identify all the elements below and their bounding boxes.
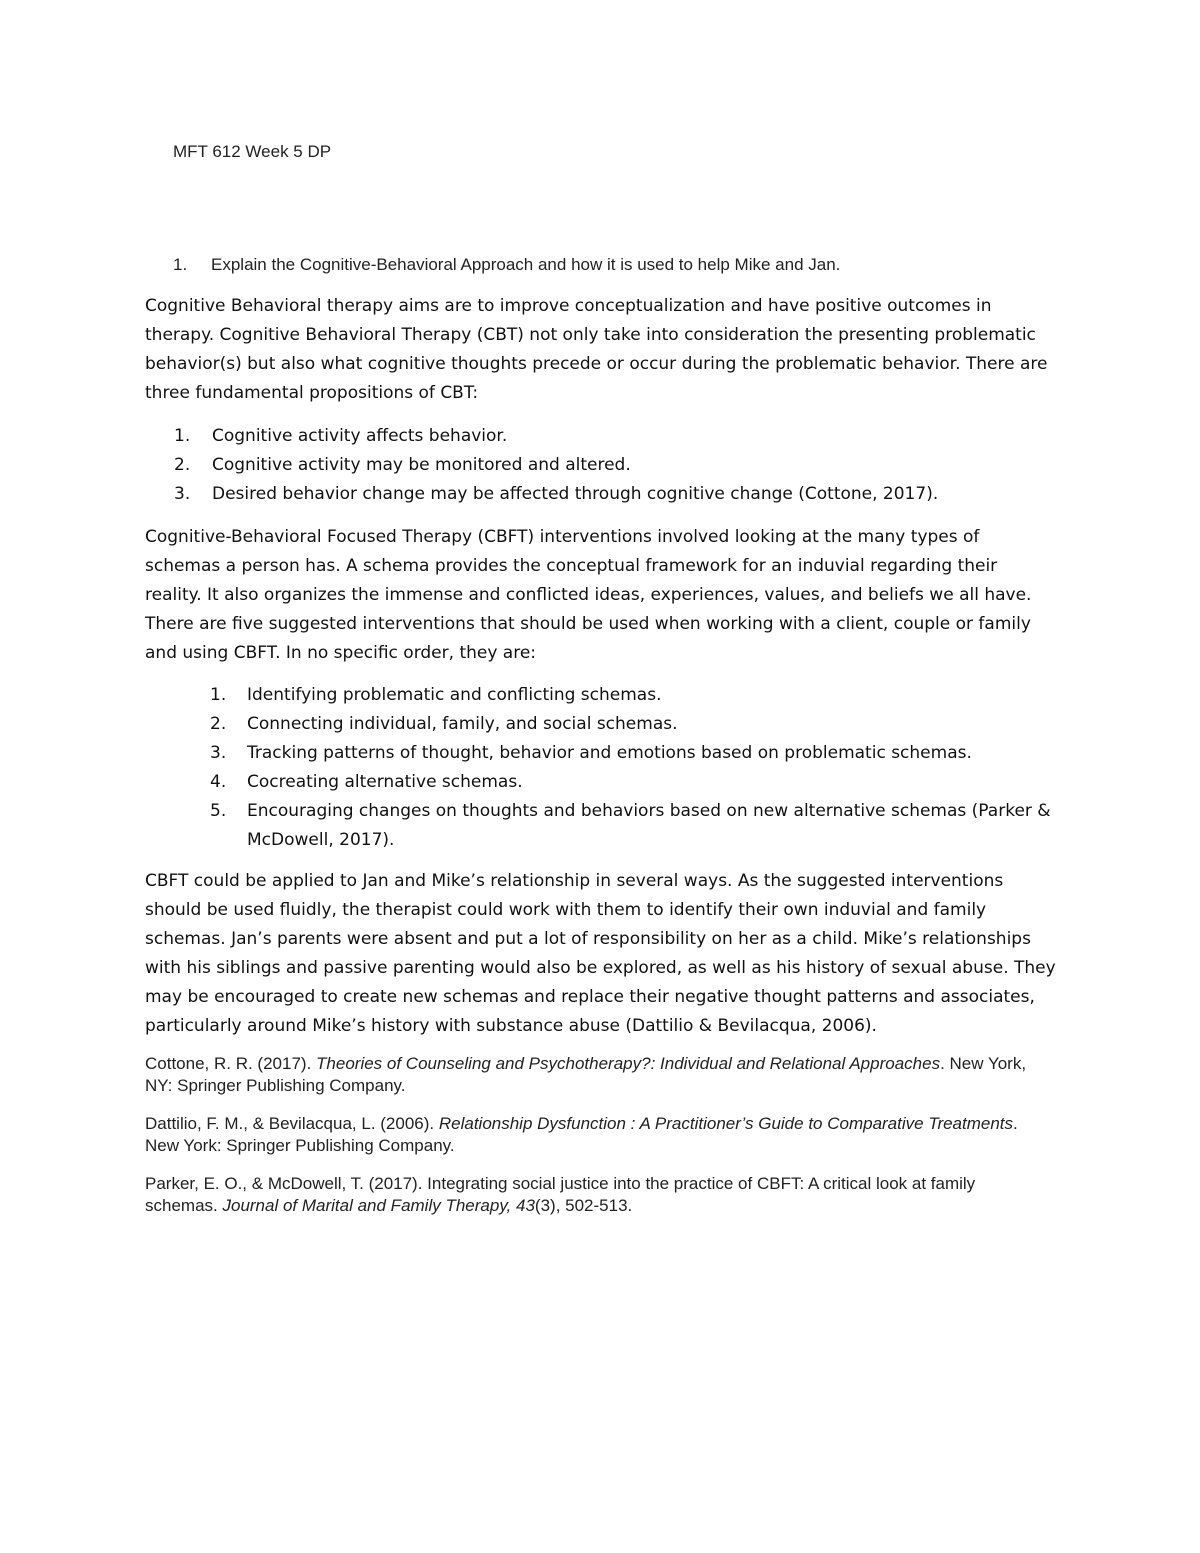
question-text: Explain the Cognitive-Behavioral Approach and how it is used to help Mike and Jan. — [211, 255, 841, 274]
list-item: 4. Cocreating alternative schemas. — [210, 772, 523, 792]
question-number: 1. — [173, 255, 188, 274]
list-item: 3. Tracking patterns of thought, behavior and emotions based on problematic schemas. — [210, 743, 972, 763]
paragraph-cbt-intro: Cognitive Behavioral therapy aims are to improve conceptualization and have positive outcomes in therapy. Cognitive Behavioral Therapy (CBT) not only take into consideration the presenting problematic behavior(s) but also what cognitive thoughts precede or occur during the problematic behavior. There are three fundamental propositions of CBT: — [145, 296, 1048, 403]
list-item: 2. Cognitive activity may be monitored and altered. — [174, 455, 631, 475]
list-item: 2. Connecting individual, family, and social schemas. — [210, 714, 678, 734]
reference-parker: Parker, E. O., & McDowell, T. (2017). Integrating social justice into the practice of CBFT: A critical look at family schemas. Journal of Marital and Family Therapy, 43(3), 502-513. — [145, 1174, 976, 1215]
paragraph-cbft-schemas: Cognitive-Behavioral Focused Therapy (CBFT) interventions involved looking at the many types of schemas a person has. A schema provides the conceptual framework for an induvial regarding their reality. It also organizes the immense and conflicted ideas, experiences, values, and beliefs we all have. There are five suggested interventions that should be used when working with a client, couple or family and using CBFT. In no specific order, they are: — [145, 527, 1032, 663]
paragraph-application: CBFT could be applied to Jan and Mike’s relationship in several ways. As the suggested interventions should be used fluidly, the therapist could work with them to identify their own induvial and family schemas. Jan’s parents were absent and put a lot of responsibility on her as a child. Mike’s relationships with his siblings and passive parenting would also be explored, as well as his history of sexual abuse. They may be encouraged to create new schemas and replace their negative thought patterns and associates, particularly around Mike’s history with substance abuse (Dattilio & Bevilacqua, 2006). — [145, 871, 1056, 1036]
question-1 — [173, 255, 1073, 275]
interventions-list — [210, 681, 1060, 855]
list-item: 1. Cognitive activity affects behavior. — [174, 426, 508, 446]
list-item: 1. Identifying problematic and conflicting schemas. — [210, 685, 662, 705]
reference-dattilio: Dattilio, F. M., & Bevilacqua, L. (2006). Relationship Dysfunction : A Practitioner’s Guide to Comparative Treatments. New York: Springer Publishing Company. — [145, 1114, 1018, 1155]
propositions-list — [174, 422, 1054, 509]
list-item: 5. Encouraging changes on thoughts and behaviors based on new alternative schemas (Parker & McDowell, 2017). — [210, 801, 1051, 850]
list-item: 3. Desired behavior change may be affected through cognitive change (Cottone, 2017). — [174, 484, 939, 504]
document-title: MFT 612 Week 5 DP — [173, 142, 332, 161]
reference-cottone: Cottone, R. R. (2017). Theories of Counseling and Psychotherapy?: Individual and Relational Approaches. New York, NY: Springer Publishing Company. — [145, 1054, 1027, 1095]
